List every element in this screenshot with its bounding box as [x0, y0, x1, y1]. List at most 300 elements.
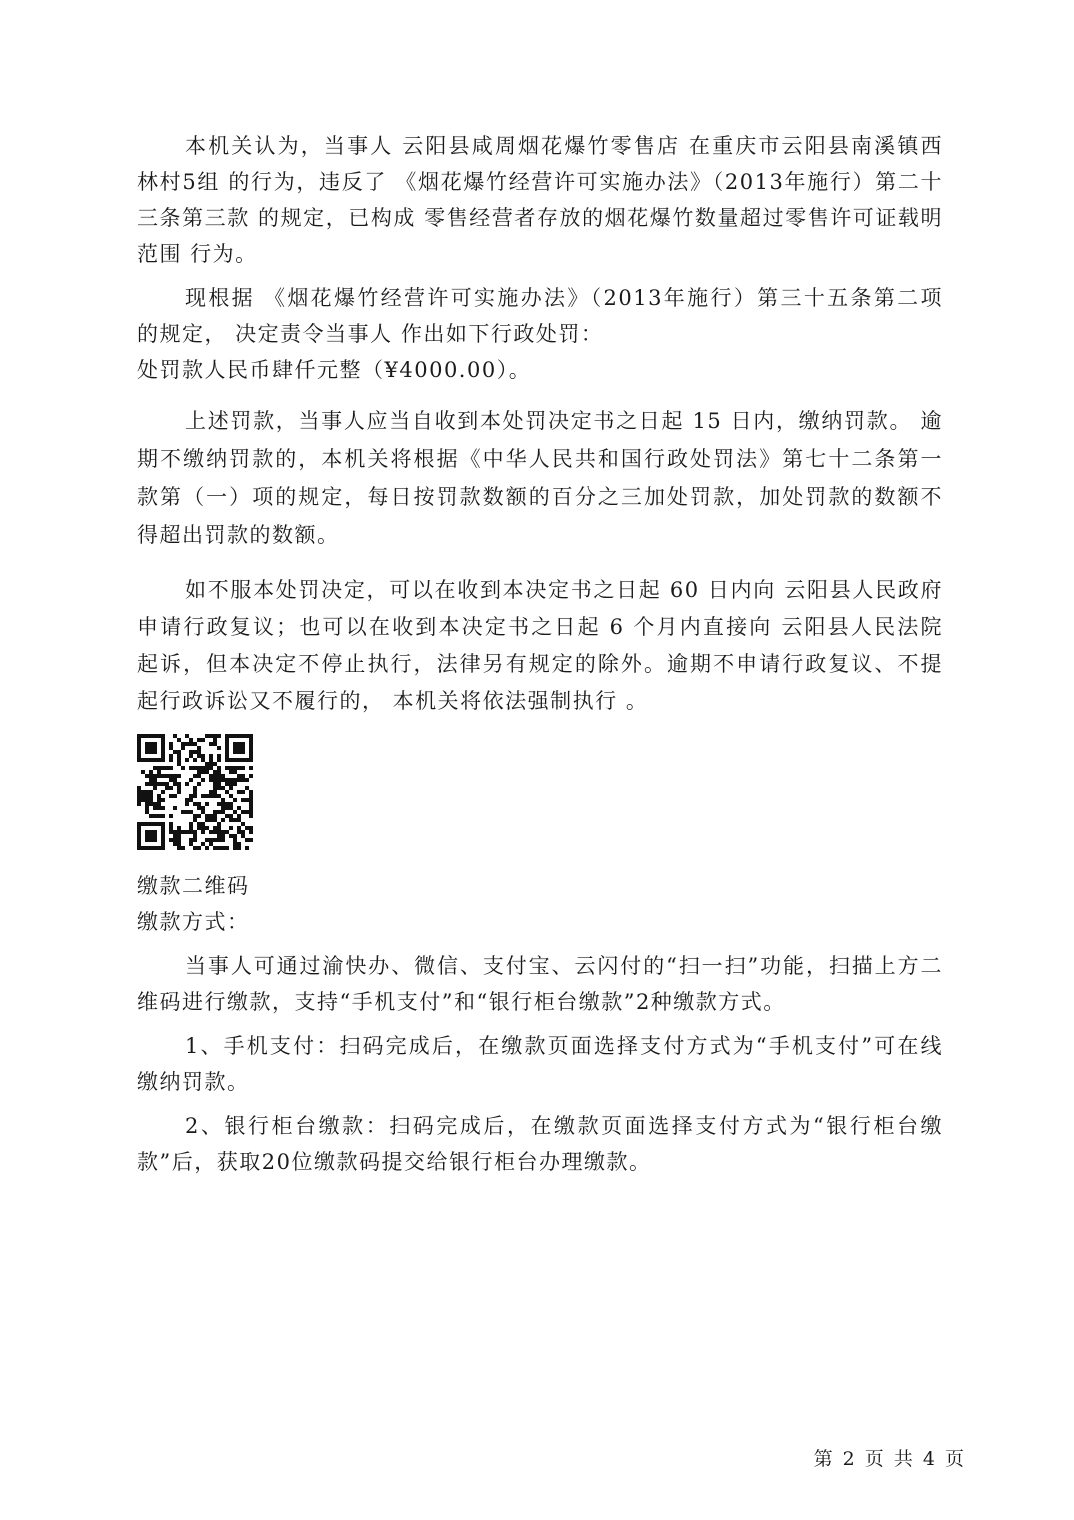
qr-module	[157, 814, 161, 818]
page-number-footer: 第 2 页 共 4 页	[813, 1448, 966, 1470]
qr-module	[137, 822, 141, 826]
document-body	[137, 128, 943, 1180]
qr-module	[221, 846, 225, 850]
qr-module	[161, 790, 165, 794]
qr-module	[217, 778, 221, 782]
qr-module	[201, 830, 205, 834]
qr-module	[213, 786, 217, 790]
qr-module	[213, 770, 217, 774]
qr-module	[165, 786, 169, 790]
qr-module	[149, 830, 153, 834]
qr-module	[145, 750, 149, 754]
qr-module	[169, 746, 173, 750]
qr-module	[233, 834, 237, 838]
qr-module	[193, 846, 197, 850]
qr-module	[197, 754, 201, 758]
qr-module	[217, 766, 221, 770]
qr-module	[241, 810, 245, 814]
qr-module	[197, 814, 201, 818]
qr-module	[197, 826, 201, 830]
qr-module	[177, 750, 181, 754]
qr-module	[213, 778, 217, 782]
qr-module	[153, 838, 157, 842]
qr-module	[249, 750, 253, 754]
qr-module	[197, 750, 201, 754]
qr-module	[161, 738, 165, 742]
qr-module	[229, 802, 233, 806]
qr-module	[221, 798, 225, 802]
qr-module	[245, 826, 249, 830]
qr-module	[233, 770, 237, 774]
qr-module	[221, 778, 225, 782]
qr-module	[249, 774, 253, 778]
qr-module	[205, 814, 209, 818]
qr-module	[137, 734, 141, 738]
qr-module	[245, 846, 249, 850]
qr-module	[245, 758, 249, 762]
qr-module	[245, 798, 249, 802]
qr-module	[241, 834, 245, 838]
qr-module	[205, 838, 209, 842]
qr-module	[229, 814, 233, 818]
qr-module	[249, 790, 253, 794]
qr-module	[177, 838, 181, 842]
qr-module	[177, 782, 181, 786]
qr-module	[197, 774, 201, 778]
qr-module	[213, 846, 217, 850]
qr-module	[161, 766, 165, 770]
qr-module	[157, 798, 161, 802]
qr-module	[153, 766, 157, 770]
qr-module	[149, 790, 153, 794]
qr-module	[225, 734, 229, 738]
qr-module	[249, 766, 253, 770]
qr-module	[169, 814, 173, 818]
qr-module	[197, 802, 201, 806]
qr-module	[209, 778, 213, 782]
qr-module	[145, 746, 149, 750]
qr-module	[201, 842, 205, 846]
qr-module	[209, 842, 213, 846]
qr-module	[161, 806, 165, 810]
qr-module	[149, 822, 153, 826]
qr-module	[225, 806, 229, 810]
qr-module	[233, 750, 237, 754]
qr-module	[205, 826, 209, 830]
qr-module	[225, 802, 229, 806]
qr-module	[229, 766, 233, 770]
qr-module	[153, 778, 157, 782]
qr-module	[165, 782, 169, 786]
qr-module	[213, 742, 217, 746]
qr-module	[209, 774, 213, 778]
qr-module	[189, 754, 193, 758]
qr-module	[149, 802, 153, 806]
violation-paragraph: 本机关认为，当事人 云阳县咸周烟花爆竹零售店 在重庆市云阳县南溪镇西林村5组 的行为，违反了 《烟花爆竹经营许可实施办法》（2013年施行）第二十三条第三款 的规定，已构成 零售经营者存放的烟花爆竹数量超过零售许可证载明范围 行为。	[137, 134, 943, 266]
qr-module	[209, 754, 213, 758]
qr-module	[229, 826, 233, 830]
qr-module	[189, 842, 193, 846]
qr-module	[245, 778, 249, 782]
qr-module	[209, 758, 213, 762]
qr-module	[217, 774, 221, 778]
qr-module	[137, 838, 141, 842]
qr-module	[137, 754, 141, 758]
qr-module	[229, 782, 233, 786]
qr-module	[229, 778, 233, 782]
qr-module	[145, 798, 149, 802]
qr-module	[197, 770, 201, 774]
qr-module	[225, 742, 229, 746]
qr-module	[149, 758, 153, 762]
qr-module	[241, 766, 245, 770]
qr-module	[217, 794, 221, 798]
qr-module	[213, 794, 217, 798]
qr-module	[193, 766, 197, 770]
qr-module	[157, 734, 161, 738]
qr-module	[145, 822, 149, 826]
qr-module	[229, 758, 233, 762]
qr-module	[241, 830, 245, 834]
qr-module	[205, 846, 209, 850]
qr-module	[137, 842, 141, 846]
qr-module	[225, 830, 229, 834]
qr-module	[169, 774, 173, 778]
qr-module	[249, 746, 253, 750]
qr-module	[213, 734, 217, 738]
qr-module	[197, 806, 201, 810]
qr-module	[145, 782, 149, 786]
qr-module	[145, 794, 149, 798]
qr-module	[237, 774, 241, 778]
qr-module	[177, 830, 181, 834]
qr-module	[181, 742, 185, 746]
qr-module	[201, 810, 205, 814]
qr-module	[229, 786, 233, 790]
fine-amount-line: 处罚款人民币肆仟元整（¥4000.00）。	[137, 358, 532, 382]
qr-module	[145, 742, 149, 746]
qr-module	[237, 830, 241, 834]
qr-module	[137, 794, 141, 798]
qr-module	[193, 818, 197, 822]
qr-module	[241, 822, 245, 826]
qr-module	[149, 770, 153, 774]
qr-module	[161, 746, 165, 750]
qr-module	[237, 842, 241, 846]
qr-module	[173, 750, 177, 754]
qr-module	[153, 746, 157, 750]
payment-method-heading: 缴款方式：	[137, 910, 250, 934]
qr-module	[189, 810, 193, 814]
qr-module	[201, 806, 205, 810]
qr-module	[209, 838, 213, 842]
qr-module	[173, 734, 177, 738]
qr-module	[229, 834, 233, 838]
qr-module	[137, 798, 141, 802]
qr-module	[209, 742, 213, 746]
qr-module	[169, 742, 173, 746]
qr-module	[153, 830, 157, 834]
qr-module	[153, 786, 157, 790]
qr-module	[249, 826, 253, 830]
qr-module	[165, 774, 169, 778]
qr-module	[233, 842, 237, 846]
qr-module	[149, 746, 153, 750]
qr-module	[225, 790, 229, 794]
qr-module	[141, 822, 145, 826]
qr-module	[157, 766, 161, 770]
qr-module	[245, 838, 249, 842]
qr-module	[149, 814, 153, 818]
qr-module	[153, 846, 157, 850]
qr-module	[205, 762, 209, 766]
qr-module	[193, 834, 197, 838]
qr-module	[221, 834, 225, 838]
qr-module	[189, 826, 193, 830]
qr-module	[241, 746, 245, 750]
qr-module	[157, 774, 161, 778]
qr-module	[193, 790, 197, 794]
qr-module	[245, 734, 249, 738]
qr-module	[189, 798, 193, 802]
qr-module	[237, 826, 241, 830]
qr-module	[169, 830, 173, 834]
payment-intro-paragraph: 当事人可通过渝快办、微信、支付宝、云闪付的“扫一扫”功能，扫描上方二维码进行缴款，支持“手机支付”和“银行柜台缴款”2种缴款方式。	[137, 954, 943, 1014]
qr-module	[181, 766, 185, 770]
qr-module	[177, 846, 181, 850]
qr-module	[213, 838, 217, 842]
qr-module	[249, 742, 253, 746]
qr-module	[249, 734, 253, 738]
qr-module	[145, 834, 149, 838]
qr-module	[249, 830, 253, 834]
qr-module	[241, 778, 245, 782]
qr-module	[193, 830, 197, 834]
qr-module	[213, 818, 217, 822]
qr-module	[161, 742, 165, 746]
qr-module	[197, 766, 201, 770]
qr-module	[145, 846, 149, 850]
qr-module	[161, 830, 165, 834]
qr-module	[237, 746, 241, 750]
qr-module	[153, 802, 157, 806]
qr-module	[169, 766, 173, 770]
qr-module	[185, 758, 189, 762]
qr-module	[149, 798, 153, 802]
qr-module	[225, 758, 229, 762]
qr-module	[197, 846, 201, 850]
qr-module	[221, 774, 225, 778]
qr-module	[201, 766, 205, 770]
qr-module	[137, 830, 141, 834]
qr-module	[161, 774, 165, 778]
bank-counter-payment-item: 2、银行柜台缴款：扫码完成后，在缴款页面选择支付方式为“银行柜台缴款”后，获取20位缴款码提交给银行柜台办理缴款。	[137, 1114, 943, 1174]
qr-module	[149, 742, 153, 746]
qr-module	[217, 810, 221, 814]
payment-qr-code[interactable]	[137, 734, 253, 850]
qr-module	[141, 790, 145, 794]
qr-module	[161, 814, 165, 818]
qr-module	[153, 806, 157, 810]
qr-module	[197, 782, 201, 786]
qr-module	[169, 822, 173, 826]
qr-module	[217, 754, 221, 758]
qr-module	[193, 786, 197, 790]
qr-module	[205, 794, 209, 798]
qr-module	[181, 746, 185, 750]
qr-module	[161, 734, 165, 738]
qr-module	[149, 750, 153, 754]
qr-module	[193, 758, 197, 762]
qr-module	[233, 746, 237, 750]
qr-module	[141, 734, 145, 738]
qr-module	[225, 754, 229, 758]
qr-module	[181, 830, 185, 834]
qr-module	[241, 742, 245, 746]
qr-module	[189, 830, 193, 834]
qr-module	[157, 846, 161, 850]
qr-module	[233, 838, 237, 842]
qr-module	[217, 826, 221, 830]
qr-module	[249, 802, 253, 806]
qr-module	[173, 806, 177, 810]
qr-module	[161, 842, 165, 846]
qr-module	[173, 774, 177, 778]
qr-module	[209, 734, 213, 738]
qr-module	[249, 814, 253, 818]
qr-module	[185, 802, 189, 806]
qr-module	[177, 790, 181, 794]
qr-module	[153, 750, 157, 754]
qr-module	[205, 802, 209, 806]
qr-module	[249, 806, 253, 810]
qr-module	[209, 790, 213, 794]
qr-module	[153, 822, 157, 826]
qr-module	[137, 742, 141, 746]
payment-deadline-paragraph: 上述罚款，当事人应当自收到本处罚决定书之日起 15 日内，缴纳罚款。 逾期不缴纳罚款的，本机关将根据《中华人民共和国行政处罚法》第七十二条第一款第（一）项的规定，每日按罚款数额的百分之三加处罚款，加处罚款的数额不得超出罚款的数额。	[137, 409, 943, 547]
qr-module	[161, 798, 165, 802]
qr-module	[137, 826, 141, 830]
qr-module	[225, 766, 229, 770]
qr-module	[233, 798, 237, 802]
qr-module	[233, 846, 237, 850]
qr-module	[161, 846, 165, 850]
qr-module	[213, 762, 217, 766]
qr-module	[189, 822, 193, 826]
qr-module	[209, 762, 213, 766]
qr-module	[189, 742, 193, 746]
qr-module	[221, 786, 225, 790]
qr-module	[209, 766, 213, 770]
qr-module	[161, 838, 165, 842]
appeal-rights-paragraph: 如不服本处罚决定，可以在收到本决定书之日起 60 日内向 云阳县人民政府 申请行政复议；也可以在收到本决定书之日起 6 个月内直接向 云阳县人民法院 起诉，但本决定不停止执行，法律另有规定的除外。逾期不申请行政复议、不提起行政诉讼又不履行的， 本机关将依法强制执行 。	[137, 578, 943, 713]
qr-module	[189, 778, 193, 782]
qr-module	[177, 758, 181, 762]
qr-module	[197, 738, 201, 742]
qr-module	[233, 766, 237, 770]
qr-module	[137, 790, 141, 794]
qr-module	[145, 810, 149, 814]
qr-module	[161, 782, 165, 786]
qr-module	[157, 794, 161, 798]
qr-module	[209, 814, 213, 818]
qr-module	[177, 738, 181, 742]
qr-module	[217, 846, 221, 850]
qr-module	[189, 750, 193, 754]
qr-module	[213, 830, 217, 834]
qr-module	[233, 758, 237, 762]
qr-module	[153, 742, 157, 746]
qr-module	[185, 798, 189, 802]
qr-module	[245, 810, 249, 814]
qr-module	[157, 822, 161, 826]
qr-module	[177, 762, 181, 766]
qr-module	[205, 818, 209, 822]
qr-module	[157, 802, 161, 806]
qr-module	[217, 786, 221, 790]
qr-module	[149, 778, 153, 782]
qr-module	[145, 838, 149, 842]
qr-module	[217, 758, 221, 762]
qr-module	[185, 810, 189, 814]
qr-module	[237, 742, 241, 746]
qr-module	[193, 838, 197, 842]
qr-module	[233, 742, 237, 746]
qr-module	[185, 782, 189, 786]
qr-code-label: 缴款二维码	[137, 874, 250, 898]
qr-module	[217, 822, 221, 826]
qr-module	[145, 806, 149, 810]
qr-module	[193, 794, 197, 798]
qr-module	[177, 786, 181, 790]
qr-module	[225, 746, 229, 750]
qr-module	[193, 750, 197, 754]
qr-module	[229, 770, 233, 774]
qr-module	[221, 830, 225, 834]
qr-module	[249, 798, 253, 802]
qr-module	[221, 810, 225, 814]
qr-module	[137, 758, 141, 762]
qr-module	[181, 810, 185, 814]
qr-module	[173, 830, 177, 834]
qr-module	[201, 778, 205, 782]
qr-module	[233, 778, 237, 782]
qr-module	[237, 758, 241, 762]
qr-module	[145, 758, 149, 762]
qr-module	[237, 778, 241, 782]
qr-module	[141, 798, 145, 802]
qr-module	[241, 734, 245, 738]
qr-module	[205, 734, 209, 738]
qr-module	[173, 842, 177, 846]
qr-module	[225, 846, 229, 850]
qr-module	[145, 774, 149, 778]
qr-module	[237, 846, 241, 850]
qr-module	[153, 814, 157, 818]
qr-module	[181, 846, 185, 850]
qr-module	[237, 734, 241, 738]
qr-module	[205, 766, 209, 770]
qr-module	[157, 758, 161, 762]
penalty-basis-paragraph: 现根据 《烟花爆竹经营许可实施办法》（2013年施行）第三十五条第二项 的规定， 决定责令当事人 作出如下行政处罚：	[137, 286, 943, 346]
qr-module	[137, 834, 141, 838]
qr-module	[185, 742, 189, 746]
qr-module	[229, 818, 233, 822]
qr-module	[221, 818, 225, 822]
qr-module	[185, 734, 189, 738]
qr-module	[157, 782, 161, 786]
qr-module	[209, 830, 213, 834]
